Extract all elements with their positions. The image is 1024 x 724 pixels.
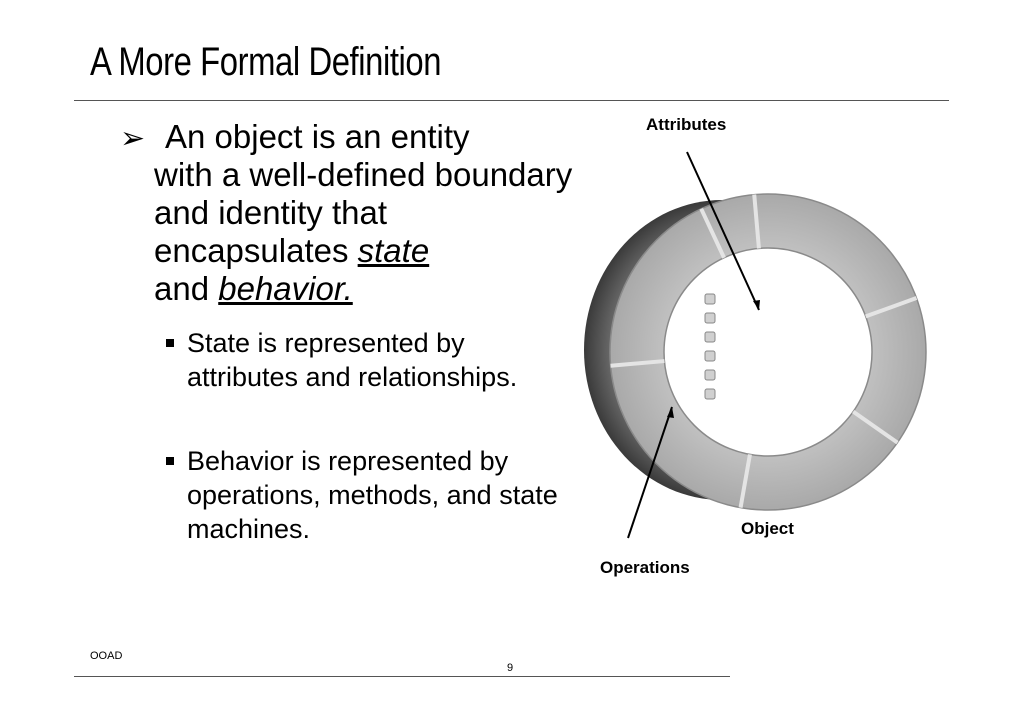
- footer-course: OOAD: [90, 650, 123, 662]
- main-bullet-line1: An object is an entity: [165, 118, 470, 155]
- slide-title: A More Formal Definition: [90, 40, 442, 84]
- object-core: [664, 248, 872, 456]
- object-label: Object: [741, 519, 794, 538]
- title-divider: [74, 100, 949, 101]
- sub-bullet-text: State is represented by attributes and relationships.: [187, 328, 518, 392]
- operations-label: Operations: [600, 558, 690, 577]
- object-diagram: [570, 110, 970, 590]
- main-bullet-text: [154, 118, 574, 308]
- attribute-box: [705, 351, 715, 361]
- square-bullet-icon: [166, 457, 174, 465]
- attributes-label: Attributes: [646, 115, 727, 134]
- attribute-box: [705, 294, 715, 304]
- emphasis-behavior: behavior.: [218, 270, 353, 307]
- attribute-box: [705, 389, 715, 399]
- attribute-box: [705, 313, 715, 323]
- main-bullet-and: and: [154, 270, 219, 307]
- emphasis-state: state: [357, 232, 430, 269]
- attribute-box: [705, 332, 715, 342]
- footer-divider: [74, 676, 730, 677]
- main-bullet-body: with a well-defined boundary and identity that encapsulates: [154, 156, 573, 269]
- attribute-box: [705, 370, 715, 380]
- page-number: 9: [507, 662, 514, 674]
- square-bullet-icon: [166, 339, 174, 347]
- arrow-bullet-icon: ➢: [120, 122, 146, 155]
- sub-bullet-text: Behavior is represented by operations, methods, and state machines.: [187, 446, 558, 544]
